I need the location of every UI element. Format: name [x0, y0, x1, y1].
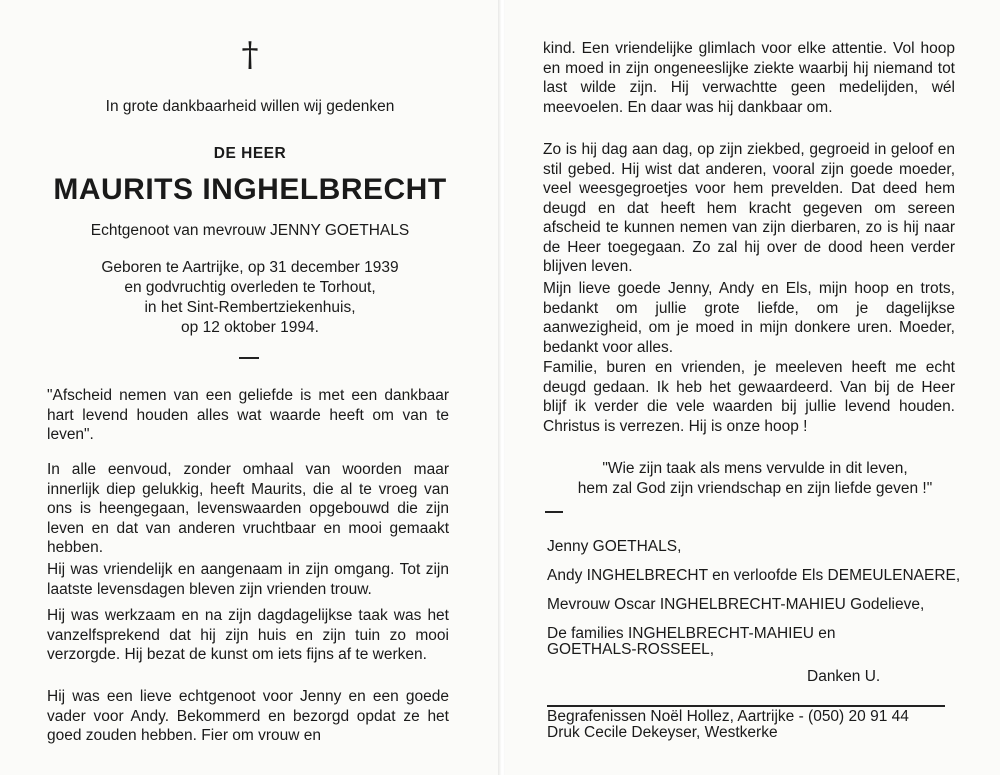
paragraph-family-thanks: Mijn lieve goede Jenny, Andy en Els, mijn hoop en trots, bedankt om jullie grote liefde, om je dagelijkse aanwezigheid, om je moed in mijn donkere uren. Moeder, bedankt voor alles. [543, 280, 955, 356]
closing-quote [535, 459, 975, 499]
title-de-heer: DE HEER [213, 145, 287, 162]
signature-families-1: De families INGHELBRECHT-MAHIEU en [547, 625, 836, 642]
signature-families-2: GOETHALS-ROSSEEL, [547, 641, 715, 658]
paragraph-quote: "Afscheid nemen van een geliefde is met een dankbaar hart levend houden alles wat waarde heeft om van te leven". [47, 387, 449, 443]
closing-thanks: Danken U. [807, 668, 881, 685]
death-line: en godvruchtig overleden te Torhout, [124, 279, 376, 296]
paragraph-friendly: Hij was vriendelijk en aangenaam in zijn omgang. Tot zijn laatste levensdagen bleven zijn vrienden trouw. [47, 561, 449, 598]
birth-line: Geboren te Aartrijke, op 31 december 1939 [101, 259, 399, 276]
paragraph-husband: Hij was een lieve echtgenoot voor Jenny en een goede vader voor Andy. Bekommerd en bezorgd opdat ze het goed zouden hebben. Fier om vrouw en [47, 688, 449, 744]
spouse-line: Echtgenoot van mevrouw JENNY GOETHALS [90, 222, 410, 239]
paragraph-kind: kind. Een vriendelijke glimlach voor elke attentie. Vol hoop en moed in zijn ongeneeslijke ziekte waarbij hij niemand tot last wilde zijn. Hij verwachtte geen medelijden, wél meevoelen. En daar was hij dankbaar om. [543, 40, 955, 116]
intro-line: In grote dankbaarheid willen wij gedenken [105, 98, 395, 115]
paragraph-neighbours: Familie, buren en vrienden, je meeleven heeft me echt deugd gedaan. Ik heb het gewaardeerd. Van bij de Heer blijf ik verder die vele waarden bij jullie levend houden. Christus is verrezen. Hij is onze hoop ! [543, 359, 955, 435]
paragraph-hardworking: Hij was werkzaam en na zijn dagdagelijkse taak was het vanzelfsprekend dat hij zijn huis en zijn tuin zo mooi verzorgde. Hij bezat de kunst om iets fijns af te werken. [47, 607, 449, 663]
printer-line: Druk Cecile Dekeyser, Westkerke [547, 724, 778, 741]
paragraph-sickbed: Zo is hij dag aan dag, op zijn ziekbed, gegroeid in geloof en stil gebed. Hij wist dat anderen, vooral zijn goede moeder, veel weesgegroetjes voor hem prevelden. Dat deed hem deugd en dat heeft hem kracht gegeven om sereen afscheid te kunnen nemen van zijn dierbaren, zo is hij naar de Heer toegegaan. Zo zal hij over de dood heen verder blijven leven. [543, 141, 955, 275]
cross-icon: † [241, 35, 259, 75]
signature-jenny: Jenny GOETHALS, [547, 538, 682, 555]
divider-dash [239, 357, 259, 359]
signature-oscar: Mevrouw Oscar INGHELBRECHT-MAHIEU Godelieve, [547, 596, 925, 613]
birth-death-block [0, 258, 500, 338]
printer-rule [547, 705, 945, 707]
right-page [505, 0, 1000, 775]
deceased-name: MAURITS INGHELBRECHT [53, 173, 447, 206]
quote-line-2: hem zal God zijn vriendschap en zijn liefde geven !" [577, 480, 933, 497]
divider-dash-right [545, 511, 563, 513]
paragraph-simplicity: In alle eenvoud, zonder omhaal van woorden maar innerlijk diep gelukkig, heeft Maurits, die al te vroeg van ons is heengegaan, levenswaarden opgebouwd die zijn leven en dat van anderen vruchtbaar en mooi gemaakt hebben. [47, 461, 449, 556]
hospital-line: in het Sint-Rembertziekenhuis, [144, 299, 356, 316]
funeral-director-line: Begrafenissen Noël Hollez, Aartrijke - (050) 20 91 44 [547, 708, 909, 725]
signature-andy: Andy INGHELBRECHT en verloofde Els DEMEULENAERE, [547, 567, 961, 584]
quote-line-1: "Wie zijn taak als mens vervulde in dit leven, [602, 460, 908, 477]
death-date-line: op 12 oktober 1994. [181, 319, 319, 336]
